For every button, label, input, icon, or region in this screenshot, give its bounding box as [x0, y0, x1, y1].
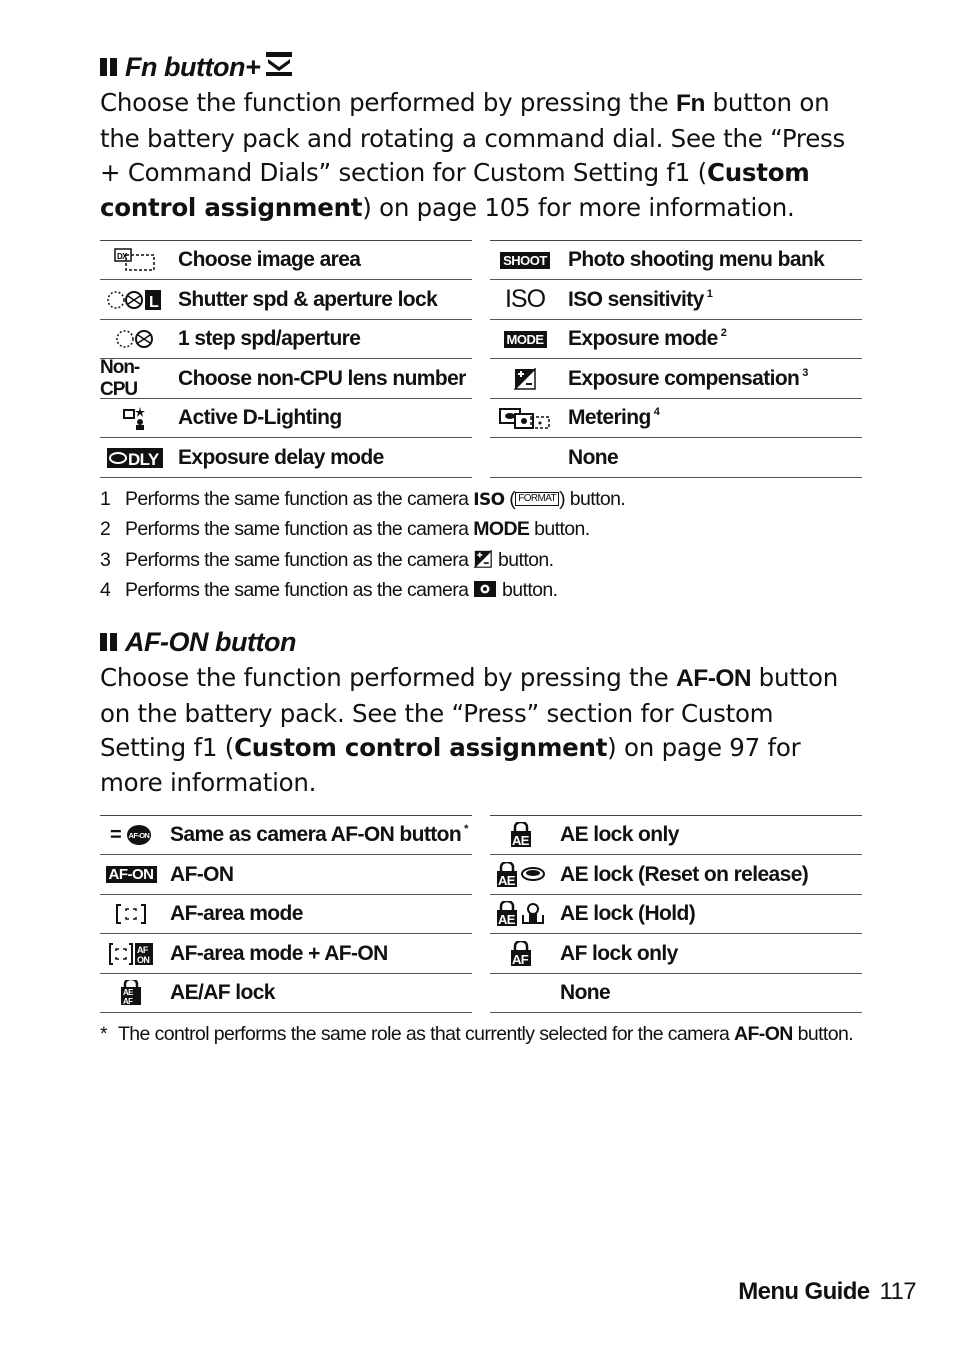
option-label: Exposure delay mode: [178, 445, 384, 469]
afon-options-right-column: [490, 815, 862, 1014]
afon-button-heading-text: AF-ON button: [125, 626, 296, 657]
fn-option-row: [490, 438, 862, 478]
footnote: 1 Performs the same function as the camera ISO ( FORMAT ) button.: [100, 487, 626, 510]
svg-text:AF: AF: [512, 951, 529, 967]
afon-button-description: Choose the function performed by pressing the AF-ON button on the battery pack. See the “Press” section for Custom Setting f1 (Custom control assignment) on page 97 for more information.: [100, 663, 838, 798]
fn-option-row: [490, 359, 862, 399]
custom-control-assignment-ref: Custom control assignment: [234, 733, 608, 763]
svg-text:AF-ON: AF-ON: [128, 831, 150, 841]
afon-option-row: [490, 855, 862, 895]
ae-af-lock-icon: [100, 980, 162, 1006]
option-label: AE lock only: [560, 823, 679, 847]
option-label: Choose image area: [178, 248, 361, 272]
one-step-icon: [100, 327, 170, 351]
fn-footnotes: [100, 484, 862, 606]
afon-option-row: [100, 974, 472, 1014]
footnote-ref: 1: [706, 287, 713, 300]
page-footer: [738, 1278, 916, 1306]
fn-option-row: [490, 399, 862, 439]
afon-options-table: [100, 815, 862, 1014]
option-label: Shutter spd & aperture lock: [178, 287, 438, 311]
afon-footnote: [100, 1019, 862, 1050]
afon-option-row: [100, 934, 472, 974]
image-area-icon: [100, 248, 170, 272]
footnote-ref: 4: [653, 406, 660, 419]
option-label: AF lock only: [560, 941, 678, 965]
metering-icon: [490, 407, 560, 429]
fn-button-heading-text: Fn button+: [125, 51, 261, 82]
exposure-compensation-icon: [473, 549, 493, 571]
exposure-delay-icon: [100, 446, 170, 470]
format-icon: FORMAT: [515, 492, 559, 506]
option-label: Photo shooting menu bank: [568, 248, 825, 272]
equals-afon-icon: = AF-ON: [109, 823, 150, 846]
option-label: Exposure mode $^2$: [568, 327, 727, 351]
option-label: AF-area mode + AF-ON: [170, 941, 388, 965]
fn-button-description: Choose the function performed by pressing the Fn button on the battery pack and rotating a command dial. See the “Press + Command Dials” section for Custom Setting f1 (Custom control assignment) on page 105 for more information.: [100, 88, 846, 223]
option-label: Same as camera AF-ON button *: [170, 823, 468, 847]
option-label: Active D-Lighting: [178, 406, 342, 430]
afon-key-label: AF-ON: [676, 665, 752, 692]
metering-button-icon: [473, 579, 497, 601]
fn-option-row: [100, 320, 472, 360]
af-area-icon: [100, 903, 162, 925]
afon-option-row: [490, 974, 862, 1014]
svg-text:AF: AF: [137, 944, 148, 955]
fn-option-row: [490, 241, 862, 281]
footnote: 3 Performs the same function as the camera button.: [100, 548, 554, 571]
shoot-icon: SHOOT: [490, 252, 560, 269]
ae-lock-hold-icon: [490, 901, 552, 927]
afon-option-row: [100, 855, 472, 895]
page-number: 117: [879, 1278, 916, 1305]
fn-option-row: [100, 438, 472, 478]
svg-text:DX: DX: [117, 252, 127, 262]
exposure-compensation-icon: [490, 368, 560, 390]
footer-section-title: Menu Guide: [738, 1278, 870, 1305]
svg-text:AE: AE: [498, 872, 515, 888]
section-marker-icon: [100, 58, 117, 76]
mode-icon: MODE: [490, 331, 560, 348]
footnote: 2 Performs the same function as the camera MODE button.: [100, 518, 590, 541]
svg-text:AE: AE: [498, 912, 515, 928]
fn-option-row: [490, 280, 862, 320]
option-label: None: [568, 445, 619, 469]
svg-text:AE: AE: [123, 988, 133, 998]
svg-text:DLY: DLY: [128, 449, 159, 469]
option-label: AF-area mode: [170, 902, 303, 926]
active-d-lighting-icon: [100, 405, 170, 431]
option-label: AF-ON: [170, 862, 234, 886]
af-area-afon-icon: [100, 942, 162, 966]
fn-option-row: [490, 320, 862, 360]
ae-lock-reset-icon: [490, 862, 552, 888]
option-label: AE/AF lock: [170, 981, 275, 1005]
afon-option-row: [100, 895, 472, 935]
afon-option-row: [490, 934, 862, 974]
fn-options-table: [100, 240, 862, 478]
svg-text:AE: AE: [512, 833, 529, 849]
fn-option-row: [100, 356, 472, 400]
custom-control-assignment-ref: Custom control assignment: [100, 158, 810, 223]
fn-option-row: [100, 399, 472, 439]
fn-options-right-column: [490, 240, 862, 478]
svg-text:AF: AF: [123, 997, 133, 1007]
fn-option-row: [100, 280, 472, 320]
afon-options-left-column: [100, 815, 472, 1014]
shutter-aperture-lock-icon: [100, 288, 170, 312]
option-label: Exposure compensation $^3$: [568, 366, 808, 390]
option-label: Choose non-CPU lens number: [178, 366, 466, 390]
afon-button-heading: [100, 625, 862, 659]
option-label: Metering $^4$: [568, 406, 660, 430]
option-label: ISO sensitivity $^1$: [568, 287, 713, 311]
ae-lock-icon: [490, 822, 552, 848]
iso-icon: ISO: [504, 285, 546, 314]
option-label: 1 step spd/aperture: [178, 327, 361, 351]
option-label: AE lock (Reset on release): [560, 862, 809, 886]
footnote-ref: 3: [802, 366, 808, 379]
fn-button-section: [100, 50, 862, 606]
afon-option-row: [490, 816, 862, 856]
footnote-ref: 2: [720, 327, 727, 340]
option-label: AE lock (Hold): [560, 902, 696, 926]
footnote: 4 Performs the same function as the camera button.: [100, 579, 558, 602]
svg-text:L: L: [149, 293, 159, 311]
footnote: * The control performs the same role as that currently selected for the camera AF-ON button.: [100, 1023, 854, 1046]
afon-option-row: [490, 895, 862, 935]
option-label: None: [560, 981, 611, 1005]
fn-button-heading: [100, 50, 862, 84]
vertical-grip-icon: [264, 51, 294, 84]
fn-key-label: Fn: [676, 90, 705, 117]
af-lock-icon: [490, 941, 552, 967]
footnote-ref: *: [464, 823, 468, 836]
afon-button-section: [100, 625, 862, 1050]
non-cpu-icon: Non-CPU: [100, 356, 140, 400]
fn-options-left-column: [100, 240, 472, 478]
section-marker-icon: [100, 633, 117, 651]
svg-text:ON: ON: [137, 954, 150, 965]
afon-option-row: [100, 816, 472, 856]
fn-option-row: [100, 241, 472, 281]
afon-icon: AF-ON: [100, 866, 162, 883]
